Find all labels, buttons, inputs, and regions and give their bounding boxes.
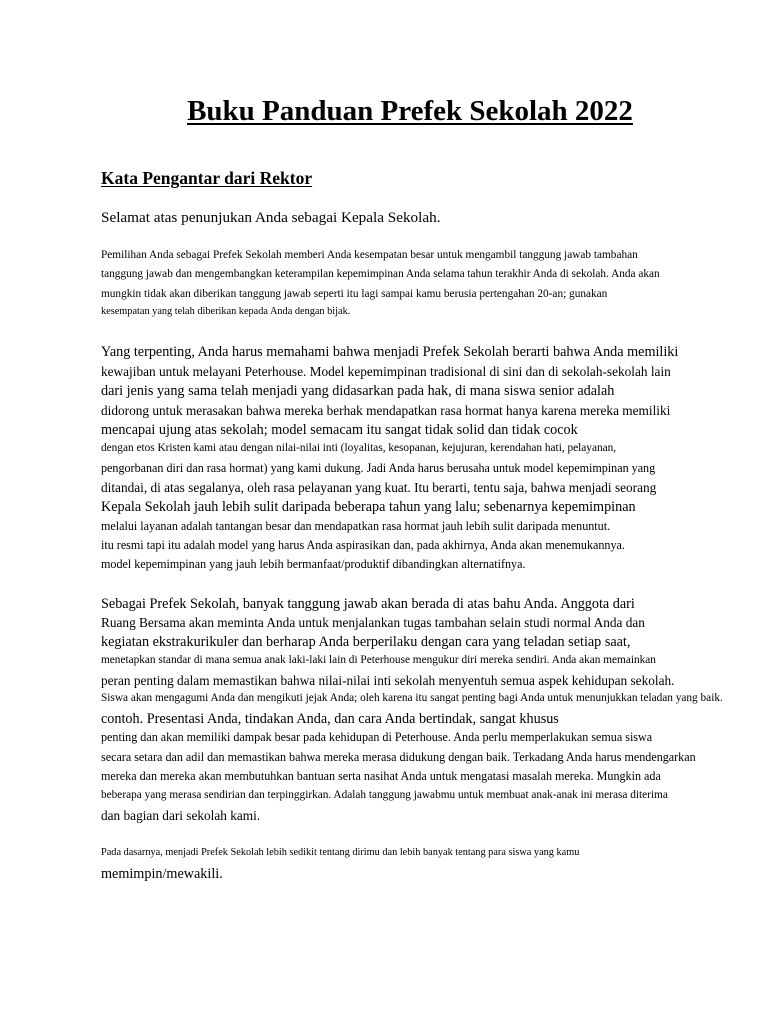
paragraph1-line: tanggung jawab dan mengembangkan keterampilan kepemimpinan Anda selama tahun terakhir Anda di sekolah. Anda akan xyxy=(101,268,660,280)
paragraph2-line: pengorbanan diri dan rasa hormat) yang kami dukung. Jadi Anda harus berusaha untuk model kepemimpinan yang xyxy=(101,461,656,475)
paragraph3-line: beberapa yang merasa sendirian dan terpinggirkan. Adalah tanggung jawabmu untuk membuat anak-anak ini merasa diterima xyxy=(101,789,668,801)
paragraph2-line: didorong untuk merasakan bahwa mereka berhak mendapatkan rasa hormat hanya karena mereka memiliki xyxy=(101,403,671,418)
paragraph2-line: melalui layanan adalah tantangan besar dan mendapatkan rasa hormat jauh lebih sulit daripada menuntut. xyxy=(101,519,611,533)
paragraph1-line: Pemilihan Anda sebagai Prefek Sekolah memberi Anda kesempatan besar untuk mengambil tanggung jawab tambahan xyxy=(101,249,638,261)
paragraph2-line: Kepala Sekolah jauh lebih sulit daripada beberapa tahun yang lalu; sebenarnya kepemimpinan xyxy=(101,499,636,515)
paragraph3-line: contoh. Presentasi Anda, tindakan Anda, dan cara Anda bertindak, sangat khusus xyxy=(101,711,559,727)
paragraph1-line: mungkin tidak akan diberikan tanggung jawab seperti itu lagi sampai kamu berusia pertengahan 20-an; gunakan xyxy=(101,288,608,300)
paragraph3-line: mereka dan mereka akan membutuhkan bantuan serta nasihat Anda untuk mengatasi masalah mereka. Mungkin ada xyxy=(101,769,661,783)
paragraph2-line: dengan etos Kristen kami atau dengan nilai-nilai inti (loyalitas, kesopanan, kejujuran, kerendahan hati, pelayanan, xyxy=(101,442,617,454)
section-heading: Kata Pengantar dari Rektor xyxy=(101,168,313,188)
greeting-line: Selamat atas penunjukan Anda sebagai Kepala Sekolah. xyxy=(101,209,441,226)
paragraph3-line: penting dan akan memiliki dampak besar pada kehidupan di Peterhouse. Anda perlu memperlakukan semua siswa xyxy=(101,730,653,744)
paragraph4-line: Pada dasarnya, menjadi Prefek Sekolah lebih sedikit tentang dirimu dan lebih banyak tentang para siswa yang kamu xyxy=(101,847,580,858)
paragraph2-line: kewajiban untuk melayani Peterhouse. Model kepemimpinan tradisional di sini dan di sekolah-sekolah lain xyxy=(101,364,671,379)
paragraph3-line: Siswa akan mengagumi Anda dan mengikuti jejak Anda; oleh karena itu sangat penting bagi Anda untuk menunjukkan teladan yang baik. xyxy=(101,692,723,704)
paragraph3-line: Sebagai Prefek Sekolah, banyak tanggung jawab akan berada di atas bahu Anda. Anggota dari xyxy=(101,596,635,612)
paragraph1-line: kesempatan yang telah diberikan kepada Anda dengan bijak. xyxy=(101,306,351,317)
paragraph3-line: dan bagian dari sekolah kami. xyxy=(101,808,261,823)
paragraph3-line: menetapkan standar di mana semua anak laki-laki lain di Peterhouse mengukur diri mereka sendiri. Anda akan memainkan xyxy=(101,654,656,666)
paragraph3-line: Ruang Bersama akan meminta Anda untuk menjalankan tugas tambahan selain studi normal Anda dan xyxy=(101,615,645,630)
paragraph2-line: mencapai ujung atas sekolah; model semacam itu sangat tidak solid dan tidak cocok xyxy=(101,422,578,438)
paragraph2-line: model kepemimpinan yang jauh lebih bermanfaat/produktif dibandingkan alternatifnya. xyxy=(101,557,526,571)
paragraph2-line: Yang terpenting, Anda harus memahami bahwa menjadi Prefek Sekolah berarti bahwa Anda memiliki xyxy=(101,344,679,360)
paragraph4-line: memimpin/mewakili. xyxy=(101,866,223,882)
paragraph2-line: dari jenis yang sama telah menjadi yang didasarkan pada hak, di mana siswa senior adalah xyxy=(101,383,615,399)
paragraph3-line: peran penting dalam memastikan bahwa nilai-nilai inti sekolah menyentuh semua aspek kehidupan sekolah. xyxy=(101,673,675,688)
paragraph2-line: ditandai, di atas segalanya, oleh rasa pelayanan yang kuat. Itu berarti, tentu saja, bahwa menjadi seorang xyxy=(101,480,657,495)
paragraph3-line: secara setara dan adil dan memastikan bahwa mereka merasa didukung dengan baik. Terkadang Anda harus mendengarkan xyxy=(101,750,696,764)
document-title: Buku Panduan Prefek Sekolah 2022 xyxy=(187,95,633,127)
paragraph3-line: kegiatan ekstrakurikuler dan berharap Anda berperilaku dengan cara yang teladan setiap saat, xyxy=(101,634,631,650)
paragraph2-line: itu resmi tapi itu adalah model yang harus Anda aspirasikan dan, pada akhirnya, Anda akan menemukannya. xyxy=(101,538,625,552)
